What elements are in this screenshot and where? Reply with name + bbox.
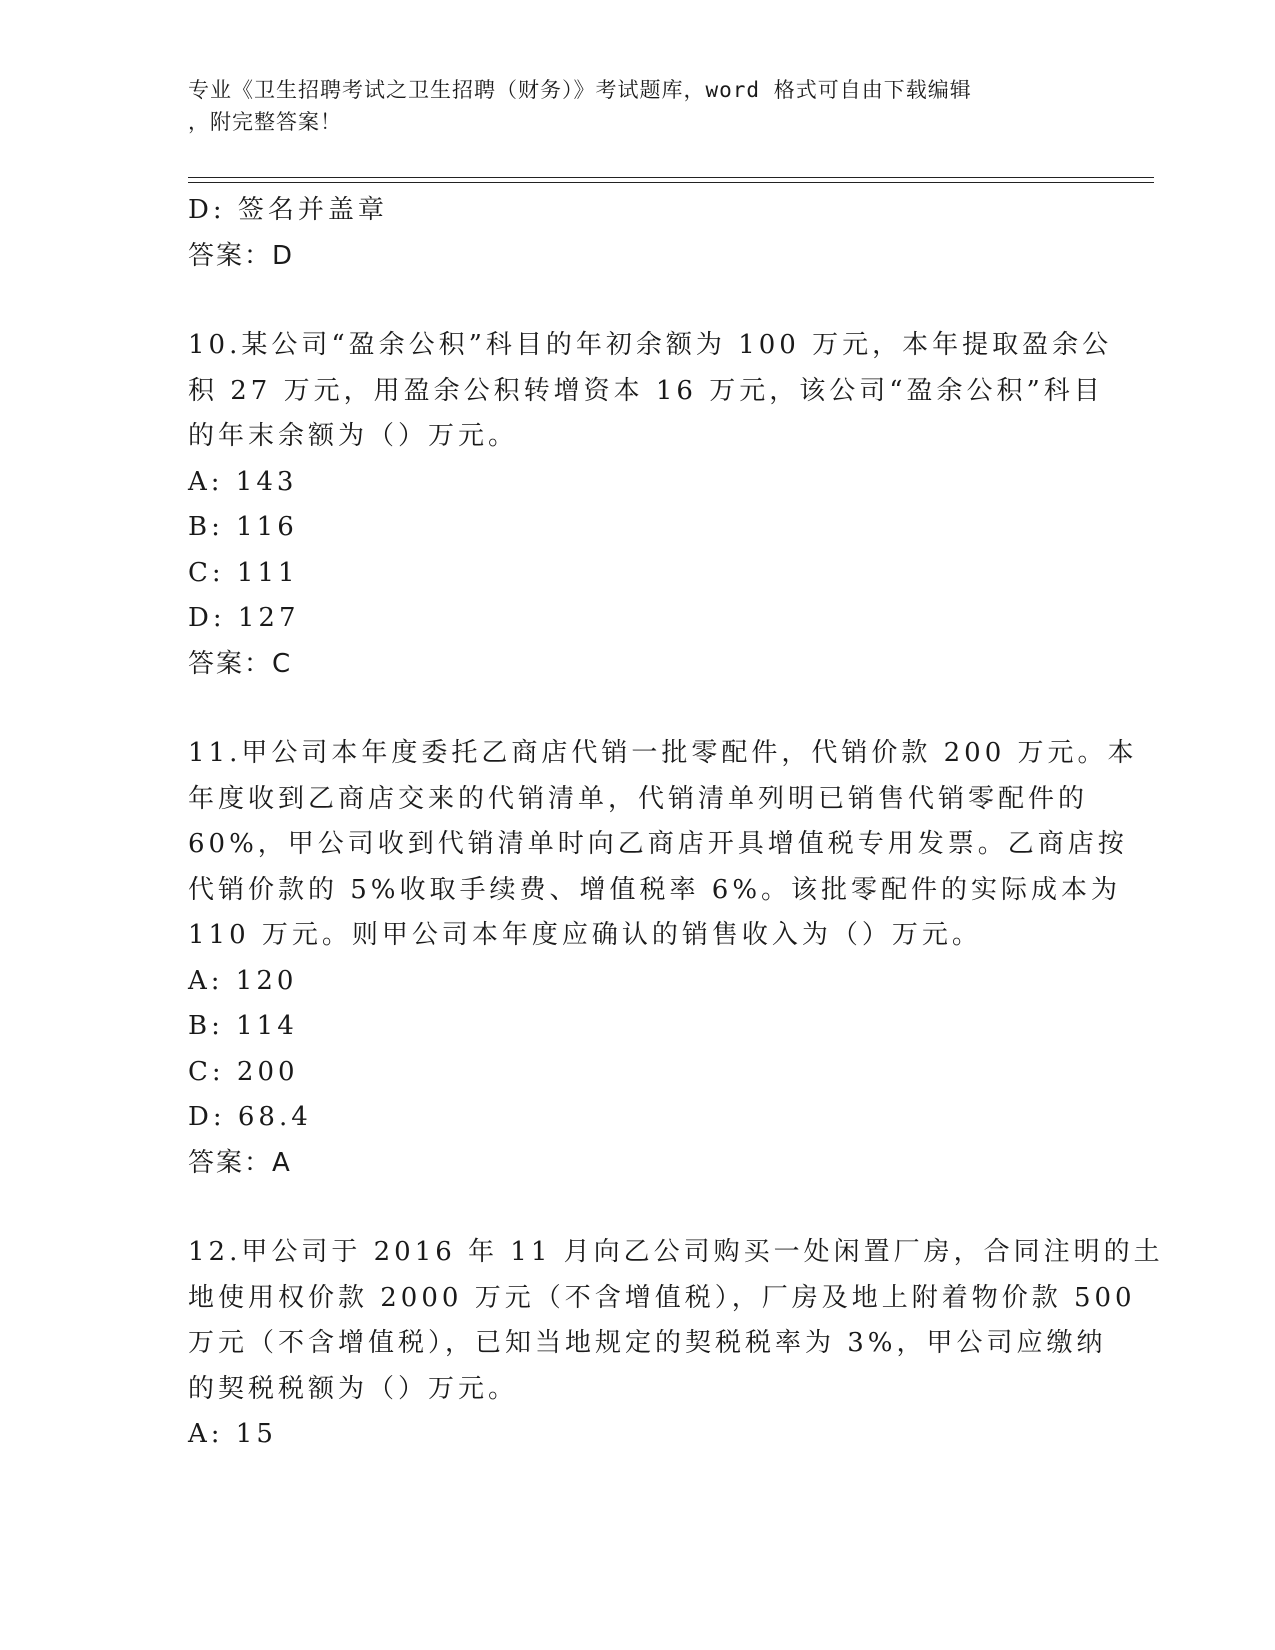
option-d: D: 127 — [188, 603, 300, 633]
option-c: C: 111 — [188, 557, 299, 588]
header-rule-top — [188, 177, 1154, 178]
stem-line: 积 27 万元，用盈余公积转增资本 16 万元，该公司“盈余公积”科目 — [188, 375, 1104, 406]
stem-line: 11.甲公司本年度委托乙商店代销一批零配件，代销价款 200 万元。本 — [188, 738, 1138, 768]
answer-line: 答案：D — [188, 240, 295, 271]
option-d: D: 68.4 — [188, 1102, 312, 1132]
stem-line: 地使用权价款 2000 万元（不含增值税），厂房及地上附着物价款 500 — [188, 1282, 1136, 1313]
page-header: 专业《卫生招聘考试之卫生招聘（财务）》考试题库，word 格式可自由下载编辑 ，附完整答案！ — [188, 78, 972, 134]
spacer — [188, 687, 1068, 731]
question-10-stem — [188, 323, 1113, 460]
question-12-stem — [188, 1230, 1164, 1412]
answer-line: 答案：C — [188, 648, 293, 679]
header-rule-bottom — [188, 182, 1154, 183]
option-a: A: 143 — [188, 466, 298, 497]
option-d: D: 签名并盖章 — [188, 195, 388, 225]
stem-line: 的契税税额为（）万元。 — [188, 1373, 519, 1404]
option-a: A: 120 — [188, 965, 298, 996]
question-11-stem — [188, 731, 1138, 959]
stem-line: 的年末余额为（）万元。 — [188, 421, 519, 451]
option-a: A: 15 — [188, 1419, 277, 1449]
option-b: B: 116 — [188, 512, 298, 542]
option-b: B: 114 — [188, 1011, 298, 1041]
stem-line: 代销价款的 5%收取手续费、增值税率 6%。该批零配件的实际成本为 — [188, 874, 1122, 905]
spacer — [188, 1186, 1068, 1230]
stem-line: 110 万元。则甲公司本年度应确认的销售收入为（）万元。 — [188, 920, 982, 950]
option-c: C: 200 — [188, 1056, 299, 1087]
answer-line: 答案：A — [188, 1147, 292, 1178]
stem-line: 10.某公司“盈余公积”科目的年初余额为 100 万元，本年提取盈余公 — [188, 330, 1113, 360]
stem-line: 年度收到乙商店交来的代销清单，代销清单列明已销售代销零配件的 — [188, 783, 1089, 814]
spacer — [188, 279, 1068, 323]
stem-line: 万元（不含增值税），已知当地规定的契税税率为 3%，甲公司应缴纳 — [188, 1328, 1107, 1358]
stem-line: 12.甲公司于 2016 年 11 月向乙公司购买一处闲置厂房，合同注明的土 — [188, 1237, 1164, 1267]
question-content — [188, 188, 1164, 1458]
stem-line: 60%，甲公司收到代销清单时向乙商店开具增值税专用发票。乙商店按 — [188, 829, 1128, 859]
